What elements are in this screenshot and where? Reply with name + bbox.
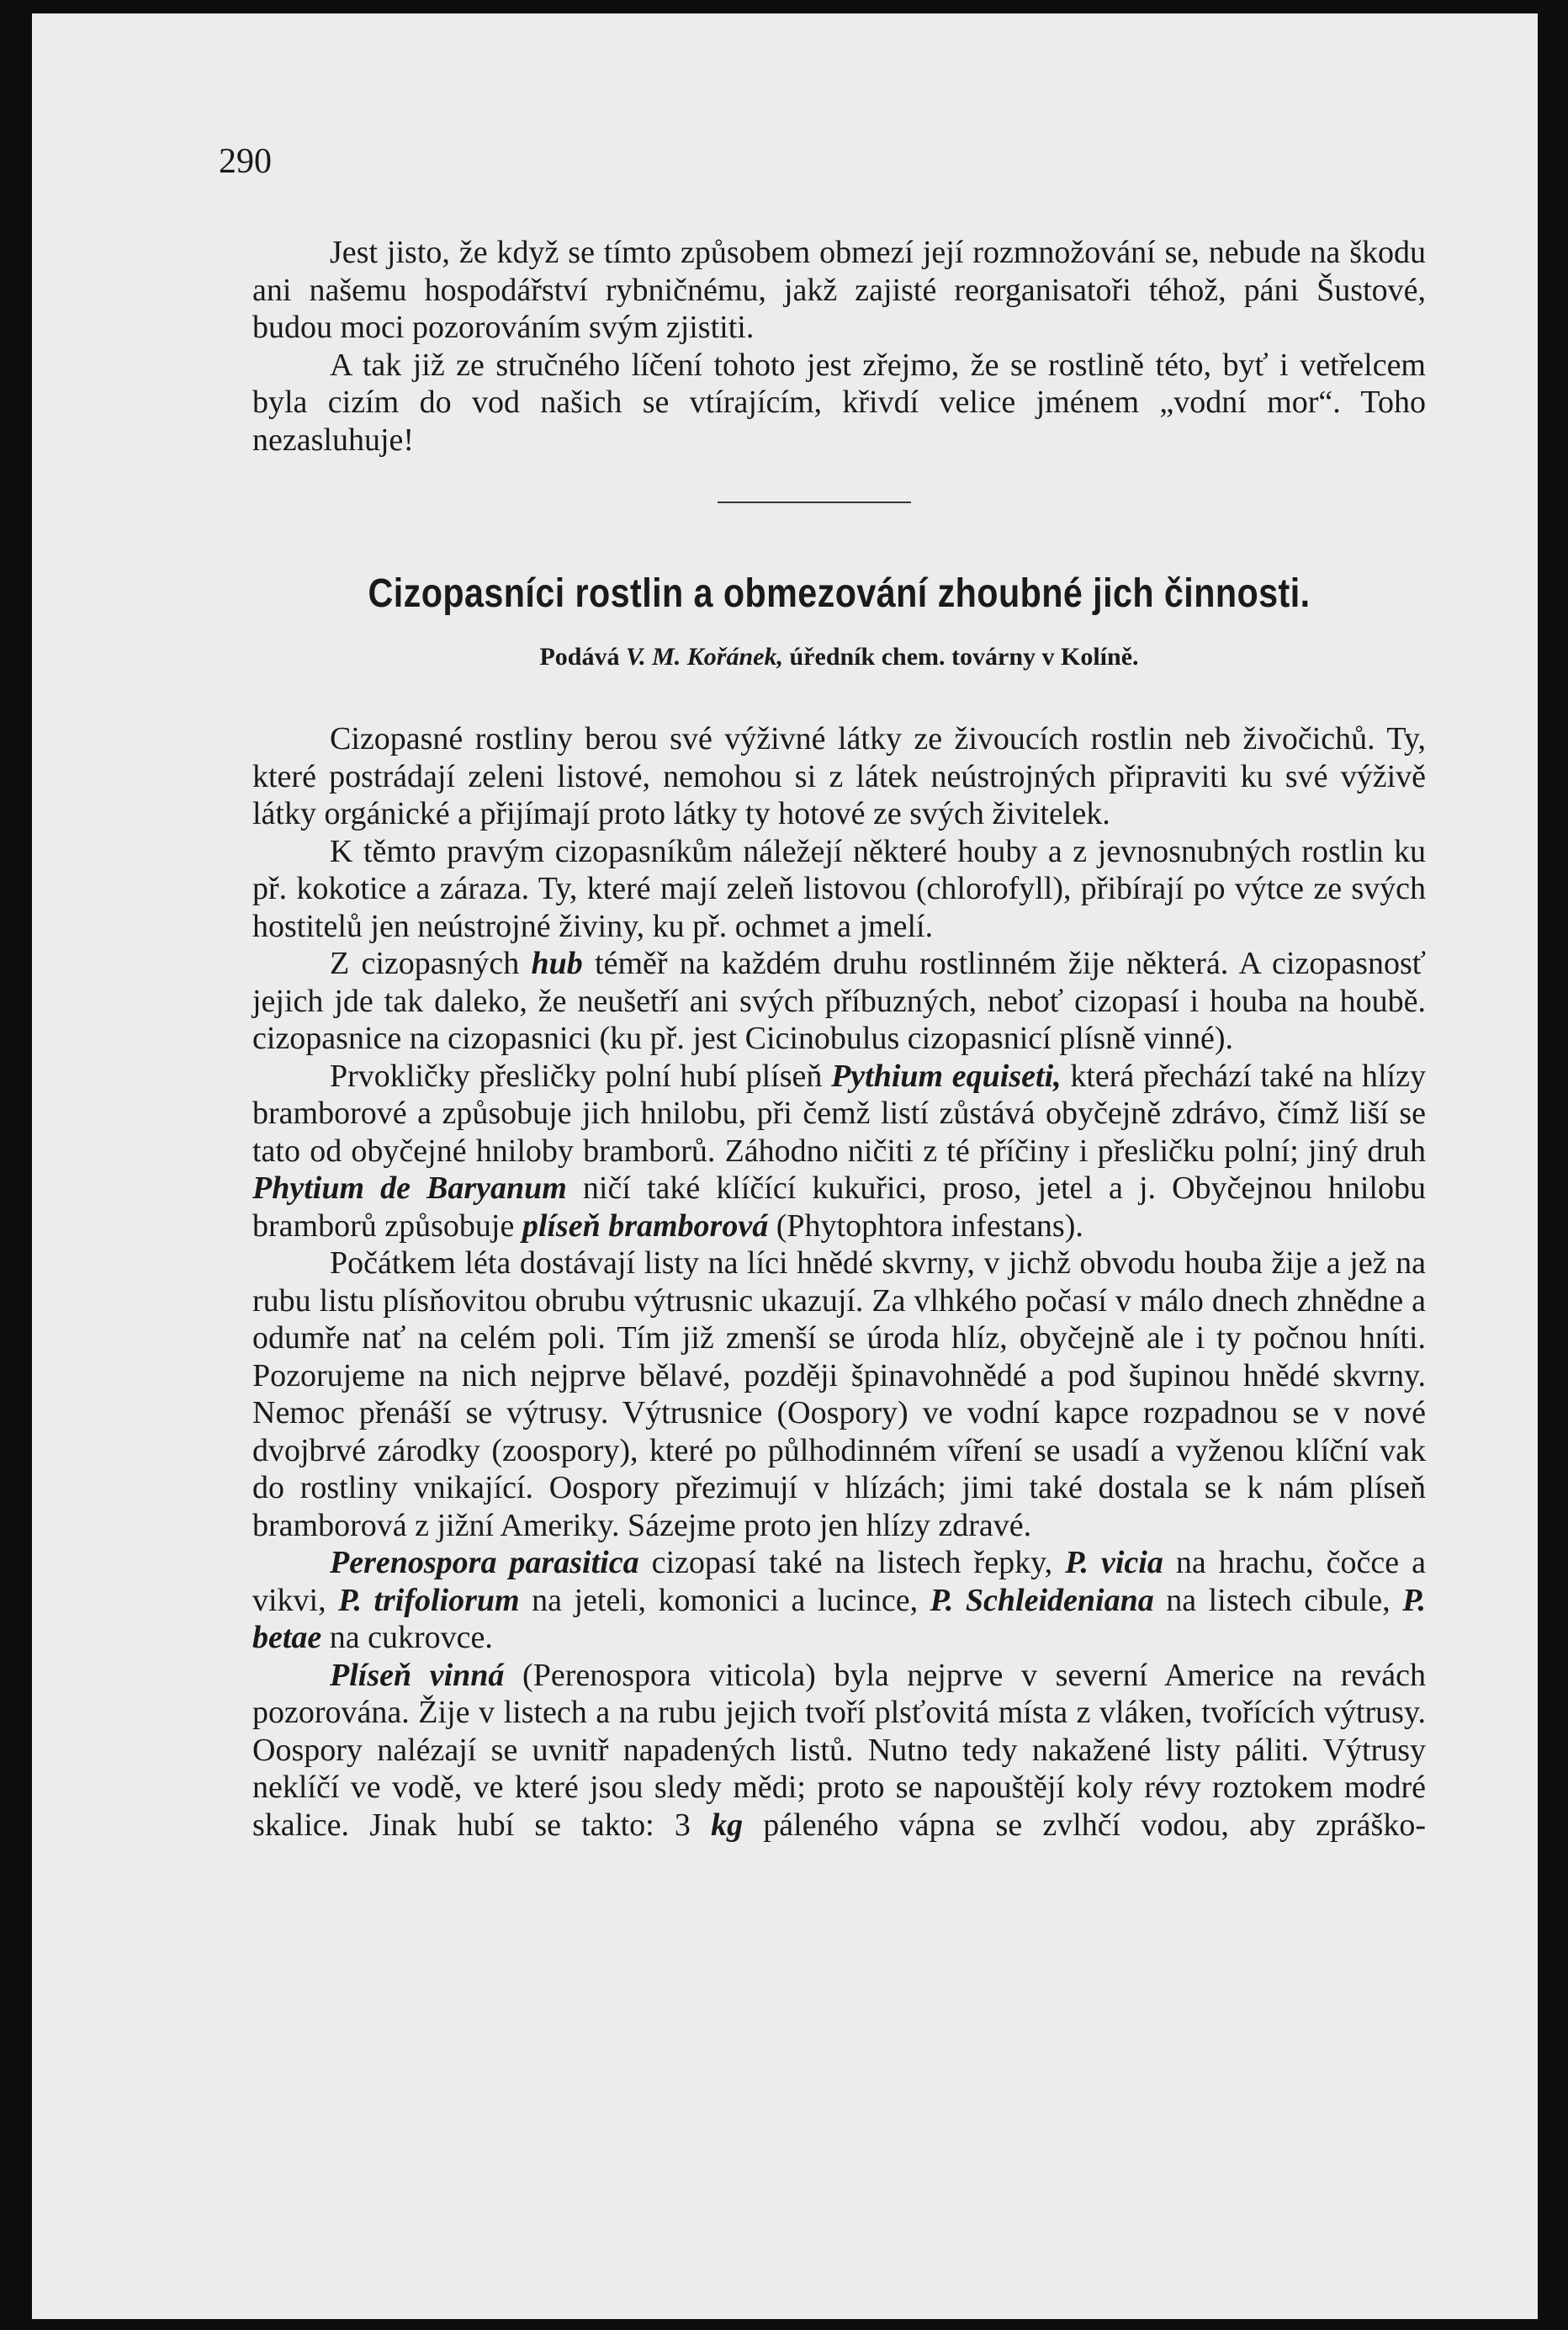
text-run: ničí také klíčící kukuřici, proso, jetel a j. Obyčejnou hnilobu bramborů způsobuje [252,1170,1426,1244]
section-divider [718,502,911,503]
term-phytium-de-baryanum: Phytium de Baryanum [252,1170,567,1206]
byline-prefix: Podává [539,643,620,671]
text-run: na cukrovce. [321,1620,493,1655]
term-pythium-equiseti: Pythium equiseti, [831,1058,1062,1094]
term-kg: kg [711,1807,744,1843]
body-paragraph-2: K těmto pravým cizopasníkům náležejí některé houby a z jevnosnubných rostlin ku př. kokotice a záraza. Ty, které mají zeleň listovou (chlorofyll), přibírají po výtce ze svých hostitelů jen neústrojné živiny, ku př. ochmet a jmelí. [252,833,1426,944]
byline-suffix: úředník chem. továrny v Kolíně. [789,643,1139,671]
body-paragraph-6 [252,1544,1426,1657]
term-p-vicia: P. vicia [1065,1545,1163,1580]
term-p-schleideniana: P. Schleideniana [930,1582,1154,1618]
text-run: téměř na každém druhu rostlinném žije některá. A cizopasnosť jejich jde tak daleko, že neušetří ani svých příbuzných, neboť cizopasí i houba na houbě. cizopasnice na cizopasnici (ku př. jest Cicinobulus cizopasnicí plísně vinné). [252,946,1426,1056]
text-run: cizopasí také na listech řepky, [638,1545,1066,1580]
page-number: 290 [219,142,272,181]
article-title: Cizopasníci rostlin a obmezování zhoubné jich činnosti. [368,571,1311,616]
article-body [252,720,1426,1844]
body-paragraph-1: Cizopasné rostliny berou své výživné látky ze živoucích rostlin neb živočichů. Ty, které postrádají zeleni listové, nemohou si z látek neústrojných připraviti ku své výživě látky orgánické a přijímají proto látky ty hotové ze svých živitelek. [252,721,1426,831]
text-run: na hrachu, čočce a vikvi, [252,1545,1427,1618]
term-hub: hub [531,946,583,981]
previous-article-ending [252,234,1426,459]
body-paragraph-5: Počátkem léta dostávají listy na líci hnědé skvrny, v jichž obvodu houba žije a jež na rubu listu plísňovitou obrubu výtrusnic ukazují. Za vlhkého počasí v málo dnech zhnědne a odumře nať na celém poli. Tím již zmenší se úroda hlíz, obyčejně ale i ty počnou hníti. Pozorujeme na nich nejprve bělavé, později špinavohnědé a pod šupinou hnědé skvrny. Nemoc přenáší se výtrusy. Výtrusnice (Oospory) ve vodní kapce rozpadnou se v nové dvojbrvé zárodky (zoospory), které po půlhodinném víření se usadí a vyženou klíční vak do rostliny vnikající. Oospory přezimují v hlízách; jimi také dostala se k nám plíseň bramborová z jižní Ameriky. Sázejme proto jen hlízy zdravé. [252,1245,1426,1543]
body-paragraph-7 [252,1657,1426,1844]
text-run: (Phytophtora infestans). [768,1207,1083,1244]
article-byline [252,643,1426,671]
text-run: na listech cibule, [1153,1582,1403,1618]
byline-author: V. M. Kořánek, [625,643,783,671]
text-run: na jeteli, komonici a lucince, [519,1582,930,1618]
text-run: Z cizopasných [330,946,532,981]
term-p-betae: P. betae [252,1582,1426,1655]
term-plisen-vinna: Plíseň vinná [330,1657,505,1693]
text-run: Prvokličky přesličky polní hubí plíseň [330,1058,832,1094]
intro-paragraph-2: A tak již ze stručného líčení tohoto jest zřejmo, že se rostlině této, byť i vetřelcem byla cizím do vod našich se vtírajícím, křivdí velice jménem „vodní mor“. Toho nezasluhuje! [252,347,1426,458]
body-paragraph-4 [252,1058,1426,1245]
term-p-trifoliorum: P. trifoliorum [338,1582,520,1618]
text-run: (Perenospora viticola) byla nejprve v severní Americe na revách pozorována. Žije v listech a na rubu jejich tvoří plsťovitá místa z vláken, tvořících výtrusy. Oospory nalézají se uvnitř napadených listů. Nutno tedy nakažené listy páliti. Výtrusy neklíčí ve vodě, ve které jsou sledy mědi; proto se napouštějí koly révy roztokem modré skalice. Jinak hubí se takto: 3 [252,1657,1426,1843]
text-run: páleného vápna se zvlhčí vodou, aby zpráško- [743,1807,1426,1843]
term-perenospora-parasitica: Perenospora parasitica [330,1545,639,1580]
text-run: která přechází také na hlízy bramborové a způsobuje jich hnilobu, při čemž listí zůstává obyčejně zdrávo, čímž liší se tato od obyčejné hniloby bramborů. Záhodno ničiti z té příčiny i přesličku polní; jiný druh [252,1058,1426,1169]
body-paragraph-3 [252,945,1426,1058]
intro-paragraph-1: Jest jisto, že když se tímto způsobem obmezí její rozmnožování se, nebude na škodu ani našemu hospodářství rybničnému, jakž zajisté reorganisatoři téhož, páni Šustové, budou moci pozorováním svým zjistiti. [252,235,1426,345]
book-page [32,13,1538,2319]
term-plisen-bramborova: plíseň bramborová [522,1207,769,1244]
